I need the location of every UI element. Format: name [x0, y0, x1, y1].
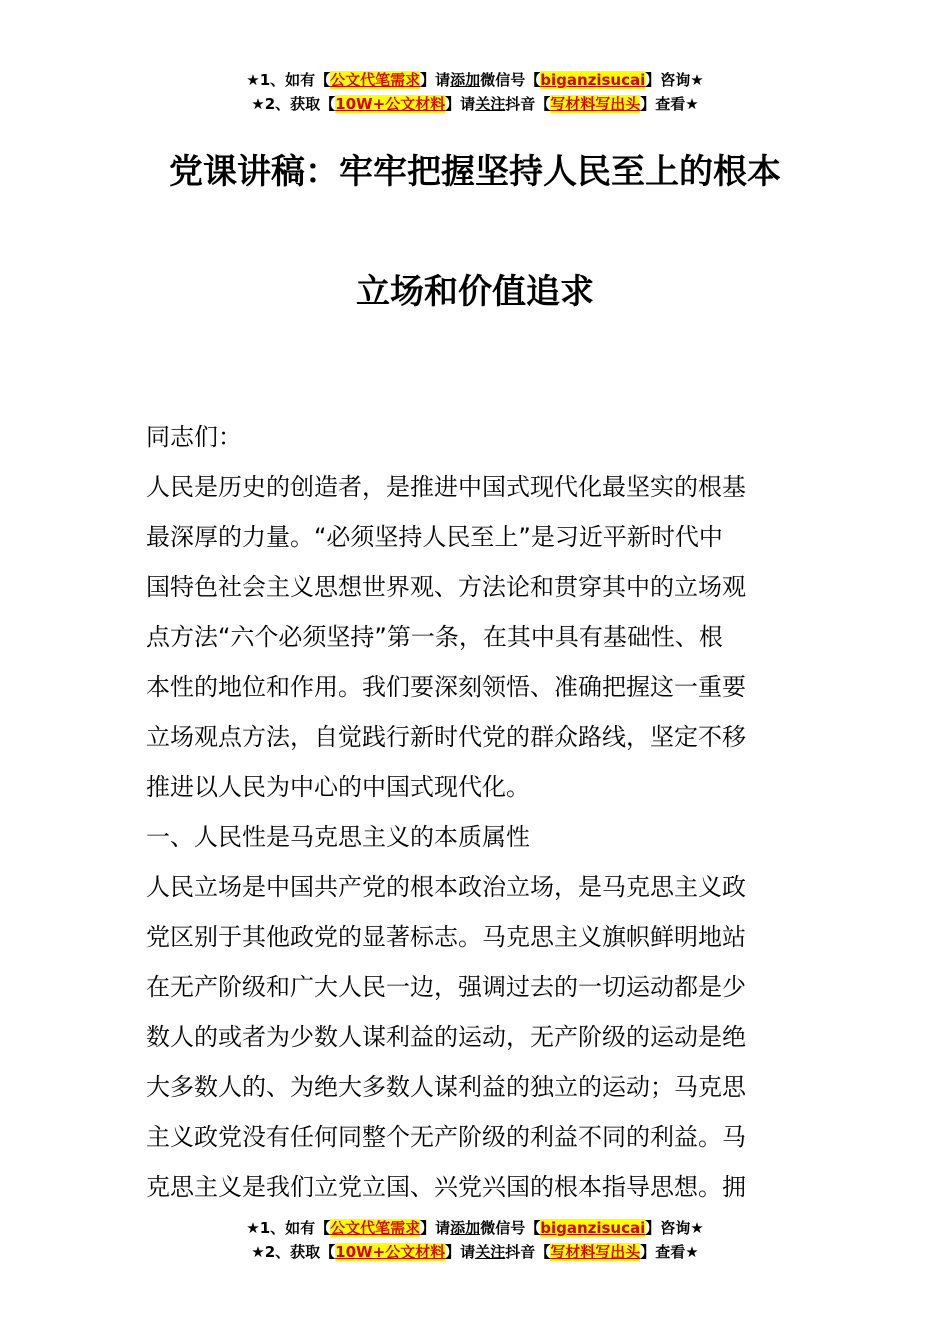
body-line: 国特色社会主义思想世界观、方法论和贯穿其中的立场观: [146, 573, 746, 601]
body-line: 大多数人的、为绝大多数人谋利益的独立的运动；马克思: [146, 1073, 746, 1101]
body-line: 推进以人民为中心的中国式现代化。: [146, 773, 530, 801]
banner-text: 】查看: [640, 95, 686, 113]
banner-text: 1、如有【: [259, 71, 331, 89]
banner-text: 】咨询: [645, 1219, 691, 1237]
banner-text: 2、获取【: [264, 1243, 336, 1261]
banner-text: 1、如有【: [259, 1219, 331, 1237]
body-line: 人民立场是中国共产党的根本政治立场，是马克思主义政: [146, 873, 746, 901]
banner-line-2: [0, 1240, 950, 1264]
wechat-id: biganzisucai: [540, 71, 646, 89]
highlight-text: 公文代笔需求: [330, 1219, 421, 1237]
body-line: 在无产阶级和广大人民一边，强调过去的一切运动都是少: [146, 973, 746, 1001]
highlight-text: 公文代笔需求: [330, 71, 421, 89]
banner-text: 抖音【: [505, 95, 551, 113]
document-title-line-1: 党课讲稿：牢牢把握坚持人民至上的根本: [169, 152, 781, 192]
banner-text: 】咨询: [645, 71, 691, 89]
body-line: 本性的地位和作用。我们要深刻领悟、准确把握这一重要: [146, 673, 746, 701]
star-icon: ★: [251, 1243, 265, 1261]
banner-text: 抖音【: [505, 1243, 551, 1261]
banner-text: 微信号【: [480, 1219, 541, 1237]
banner-text: 】请: [420, 71, 451, 89]
underlined-text: 添加: [450, 1219, 481, 1237]
banner-line-1: [0, 1216, 950, 1240]
banner-text: 2、获取【: [264, 95, 336, 113]
banner-text: 】请: [420, 1219, 451, 1237]
body-line: 克思主义是我们立党立国、兴党兴国的根本指导思想。拥: [146, 1173, 746, 1201]
douyin-id: 写材料写出头: [550, 1243, 641, 1261]
star-icon: ★: [685, 95, 699, 113]
underlined-text: 关注: [475, 1243, 506, 1261]
star-icon: ★: [685, 1243, 699, 1261]
douyin-id: 写材料写出头: [550, 95, 641, 113]
body-line: 主义政党没有任何同整个无产阶级的利益不同的利益。马: [146, 1123, 746, 1151]
footer-banner: [0, 1216, 950, 1264]
body-line: 党区别于其他政党的显著标志。马克思主义旗帜鲜明地站: [146, 923, 746, 951]
star-icon: ★: [690, 71, 704, 89]
star-icon: ★: [246, 71, 260, 89]
section-heading: 一、人民性是马克思主义的本质属性: [146, 823, 530, 851]
body-line: 点方法“六个必须坚持”第一条，在其中具有基础性、根: [146, 623, 723, 651]
underlined-text: 添加: [450, 71, 481, 89]
banner-text: 】查看: [640, 1243, 686, 1261]
body-line: 数人的或者为少数人谋利益的运动，无产阶级的运动是绝: [146, 1023, 746, 1051]
header-banner: [0, 68, 950, 116]
document-body: [146, 412, 808, 1212]
banner-line-1: [0, 68, 950, 92]
banner-text: 微信号【: [480, 71, 541, 89]
body-line: 立场观点方法，自觉践行新时代党的群众路线，坚定不移: [146, 723, 746, 751]
star-icon: ★: [246, 1219, 260, 1237]
salutation: 同志们：: [146, 423, 242, 451]
underlined-text: 关注: [475, 95, 506, 113]
body-line: 最深厚的力量。“必须坚持人民至上”是习近平新时代中: [146, 523, 723, 551]
star-icon: ★: [690, 1219, 704, 1237]
highlight-text: 10W+公文材料: [335, 95, 446, 113]
banner-text: 】请: [445, 1243, 476, 1261]
star-icon: ★: [251, 95, 265, 113]
banner-line-2: [0, 92, 950, 116]
body-line: 人民是历史的创造者，是推进中国式现代化最坚实的根基: [146, 473, 746, 501]
highlight-text: 10W+公文材料: [335, 1243, 446, 1261]
document-title-line-2: 立场和价值追求: [356, 272, 594, 312]
banner-text: 】请: [445, 95, 476, 113]
wechat-id: biganzisucai: [540, 1219, 646, 1237]
